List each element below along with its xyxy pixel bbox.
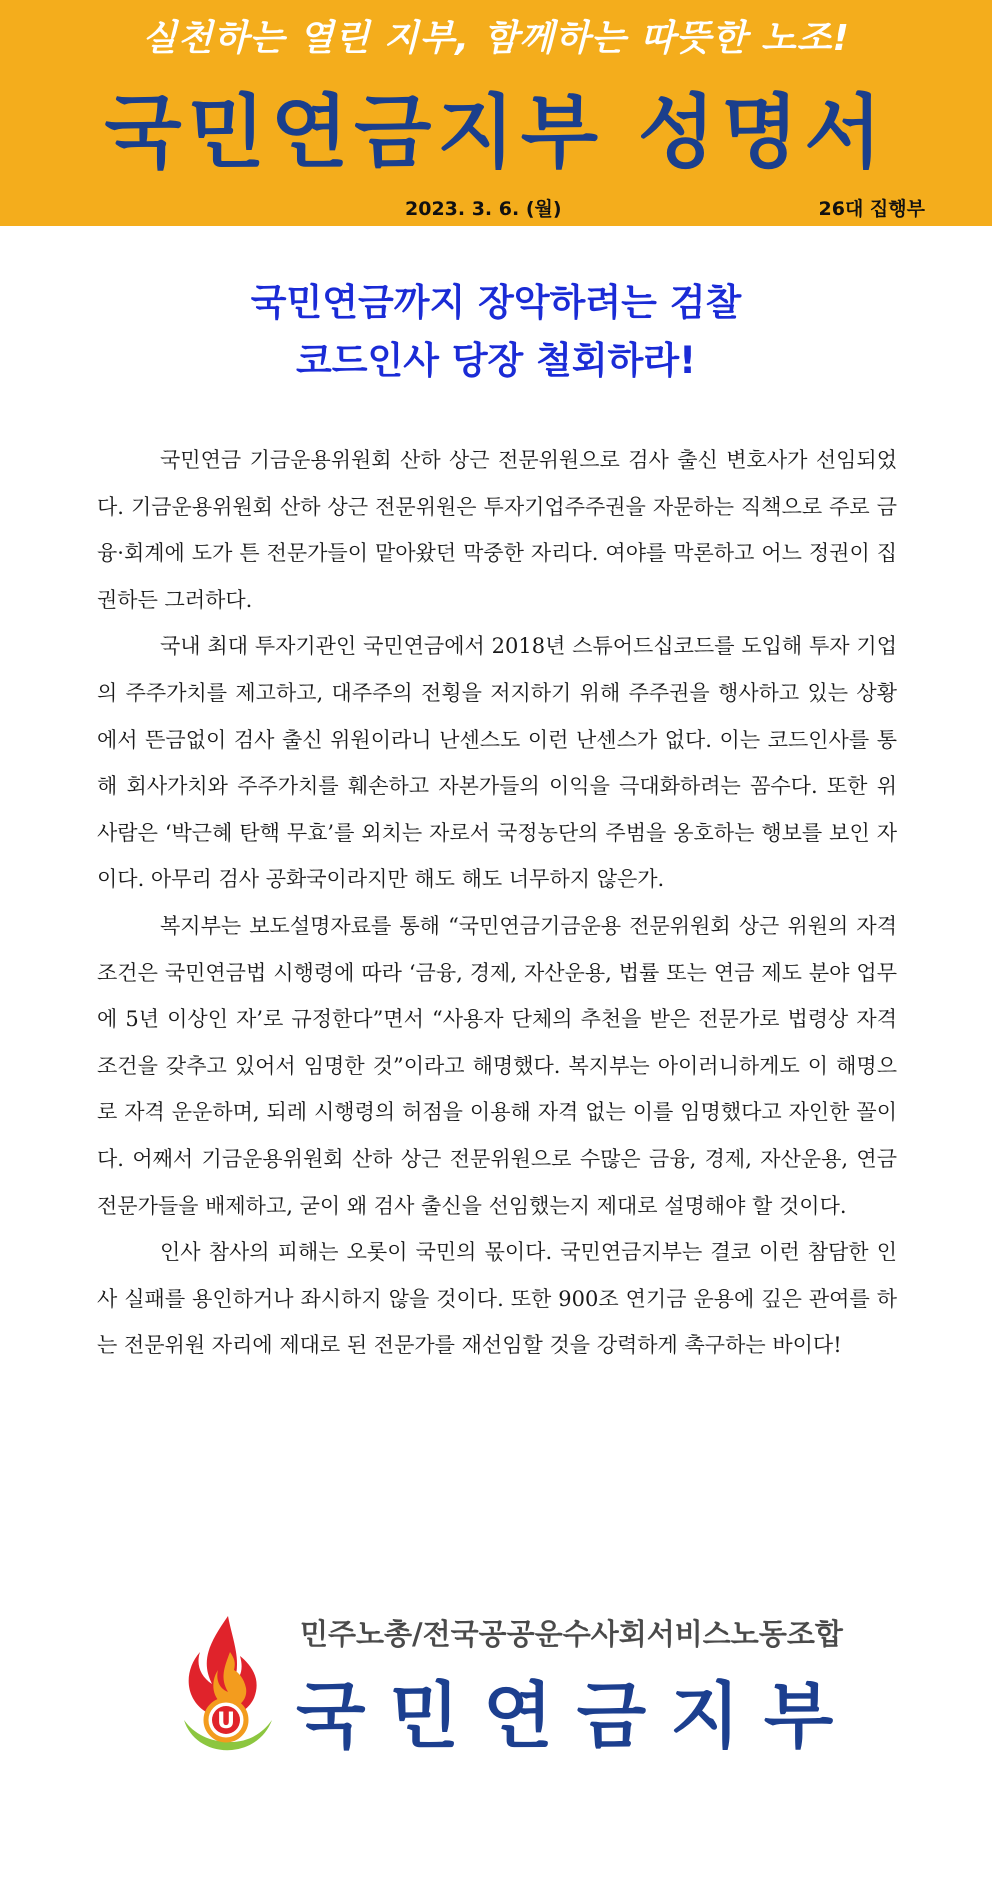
issuer: 26대 집행부 xyxy=(818,198,925,220)
paragraph-3: 복지부는 보도설명자료를 통해 “국민연금기금운용 전문위원회 상근 위원의 자격조건은 국민연금법 시행령에 따라 ‘금융, 경제, 자산운용, 법률 또는 연금 제도 분야 업무에 5년 이상인 자’로 규정한다”면서 “사용자 단체의 추천을 받은 전문가로 법령상 자격 조건을 갖추고 있어서 임명한 것”이라고 해명했다. 복지부는 아이러니하게도 이 해명으로 자격 운운하며, 되레 시행령의 허점을 이용해 자격 없는 이를 임명했다고 자인한 꼴이다. 어째서 기금운용위원회 산하 상근 전문위원으로 수많은 금융, 경제, 자산운용, 연금 전문가들을 배제하고, 굳이 왜 검사 출신을 선임했는지 제대로 설명해야 할 것이다. xyxy=(97,913,897,1218)
slogan: 실천하는 열린 지부, 함께하는 따뜻한 노조! xyxy=(142,18,850,59)
statement-date: 2023. 3. 6. (월) xyxy=(405,198,562,220)
paragraph-4: 인사 참사의 피해는 오롯이 국민의 몫이다. 국민연금지부는 결코 이런 참담한 인사 실패를 용인하거나 좌시하지 않을 것이다. 또한 900조 연기금 운용에 깊은 관여를 하는 전문위원 자리에 제대로 된 전문가를 재선임할 것을 강력하게 촉구하는 바이다! xyxy=(97,1240,897,1358)
headline xyxy=(0,274,992,390)
headline-line-1: 국민연금까지 장악하려는 검찰 xyxy=(250,281,742,324)
headline-line-2: 코드인사 당장 철회하라! xyxy=(295,339,697,382)
page-title: 국민연금지부 성명서 xyxy=(104,86,888,179)
header-banner xyxy=(0,0,992,226)
paragraph-2: 국내 최대 투자기관인 국민연금에서 2018년 스튜어드십코드를 도입해 투자 기업의 주주가치를 제고하고, 대주주의 전횡을 저지하기 위해 주주권을 행사하고 있는 상황에서 뜬금없이 검사 출신 위원이라니 난센스도 이런 난센스가 없다. 이는 코드인사를 통해 회사가치와 주주가치를 훼손하고 자본가들의 이익을 극대화하려는 꼼수다. 또한 위 사람은 ‘박근혜 탄핵 무효’를 외치는 자로서 국정농단의 주범을 옹호하는 행보를 보인 자이다. 아무리 검사 공화국이라지만 해도 해도 너무하지 않은가. xyxy=(97,634,897,892)
logo-mark-letter: U xyxy=(217,1709,235,1734)
logo-name: 국민연금지부 xyxy=(296,1674,858,1758)
logo-subtitle: 민주노총/전국공공운수사회서비스노동조합 xyxy=(300,1617,843,1651)
union-logo xyxy=(170,1612,858,1762)
statement-body xyxy=(97,437,897,1369)
flame-logo-icon xyxy=(170,1612,280,1762)
paragraph-1: 국민연금 기금운용위원회 산하 상근 전문위원으로 검사 출신 변호사가 선임되었다. 기금운용위원회 산하 상근 전문위원은 투자기업주주권을 자문하는 직책으로 주로 금융·회계에 도가 튼 전문가들이 맡아왔던 막중한 자리다. 여야를 막론하고 어느 정권이 집권하든 그러하다. xyxy=(97,448,897,612)
